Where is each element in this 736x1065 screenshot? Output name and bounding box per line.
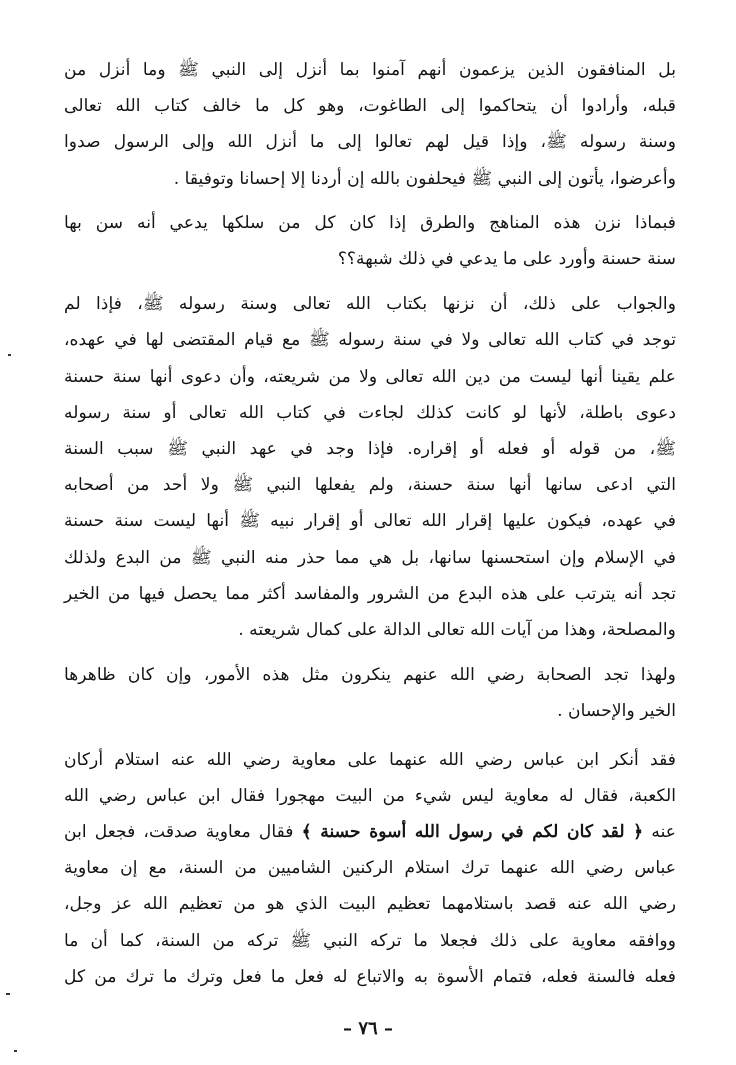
text-line: فبماذا نزن هذه المناهج والطرق إذا كان كل من سلكها يدعي أنه سن بها xyxy=(64,212,676,233)
text-line: فعله فالسنة فعله، فتمام الأسوة به والاتباع له فعل ما فعل وترك ما ترك من كل xyxy=(64,966,676,987)
text-line: رضي الله عنه قصد باستلامهما تعظيم البيت الذي هو من تعظيم الله عز وجل، xyxy=(64,894,676,915)
scan-edge-mark xyxy=(8,354,11,356)
text-line: الكعبة، فقال له معاوية ليس شيء من البيت مهجورا فقال ابن عباس رضي الله xyxy=(64,785,676,806)
text-line: والجواب على ذلك، أن نزنها بكتاب الله تعالى وسنة رسوله ﷺ، فإذا لم xyxy=(64,294,676,315)
scan-edge-mark xyxy=(14,1050,17,1052)
text-line: ووافقه معاوية على ذلك فجعلا ما تركه النبي ﷺ تركه من السنة، كما أن ما xyxy=(64,930,676,951)
text-line: ﷺ، من قوله أو فعله أو إقراره. فإذا وجد في عهد النبي ﷺ سبب السنة xyxy=(64,439,676,460)
text-line: وسنة رسوله ﷺ، وإذا قيل لهم تعالوا إلى ما أنزل الله وإلى الرسول صدوا xyxy=(64,132,676,153)
paragraph-companions xyxy=(64,657,676,729)
page-number: – ٧٦ – xyxy=(343,1018,393,1039)
text-line: والمصلحة، وهذا من آيات الله تعالى الدالة على كمال شريعته . xyxy=(238,620,676,641)
page-body xyxy=(64,52,676,995)
text-line: علم يقينا أنها ليست من دين الله تعالى ولا من شريعته، وأن دعوى أنها سنة حسنة xyxy=(64,366,676,387)
text-line: سنة حسنة وأورد على ما يدعي في ذلك شبهة؟؟ xyxy=(337,249,676,270)
text-line: التي ادعى سانها أنها سنة حسنة، ولم يفعلها النبي ﷺ ولا أحد من أصحابه xyxy=(64,475,676,496)
text-line: وأعرضوا، يأتون إلى النبي ﷺ فيحلفون بالله إن أردنا إلا إحسانا وتوفيقا . xyxy=(173,168,676,189)
text-line: في عهده، فيكون عليها إقرار الله تعالى أو إقرار نبيه ﷺ أنها ليست سنة حسنة xyxy=(64,511,676,532)
paragraph-answer xyxy=(64,286,676,648)
text-line-with-quote xyxy=(64,814,676,850)
text-fragment: عنه xyxy=(651,822,677,843)
quran-verse-quote: ﴿ لقد كان لكم في رسول الله أسوة حسنة ﴾ xyxy=(301,822,644,843)
text-line: توجد في كتاب الله تعالى ولا في سنة رسوله ﷺ مع قيام المقتضى لها في عهده، xyxy=(64,330,676,351)
text-line: فقد أنكر ابن عباس رضي الله عنهما على معاوية رضي الله عنه استلام أركان xyxy=(64,749,676,770)
text-line: قبله، وأرادوا أن يتحاكموا إلى الطاغوت، وهو كل ما خالف كتاب الله تعالى xyxy=(64,96,676,117)
text-line: دعوى باطلة، لأنها لو كانت كذلك لجاءت في كتاب الله تعالى أو سنة رسوله xyxy=(64,402,676,423)
text-line: بل المنافقون الذين يزعمون أنهم آمنوا بما أنزل إلى النبي ﷺ وما أنزل من xyxy=(64,60,676,80)
text-line: في الإسلام وإن استحسنها سانها، بل هي مما حذر منه النبي ﷺ من البدع ولذلك xyxy=(64,547,676,568)
text-line: الخير والإحسان . xyxy=(557,701,676,722)
text-line: تجد أنه يترتب على هذه البدع من الشرور والمفاسد أكثر مما يحصل فيها من الخير xyxy=(64,583,676,604)
scan-edge-mark xyxy=(6,993,10,995)
text-line: عباس رضي الله عنهما ترك استلام الركنين الشاميين من السنة، مع إن معاوية xyxy=(64,858,676,879)
text-line: ولهذا تجد الصحابة رضي الله عنهم ينكرون مثل هذه الأمور، وإن كان ظاهرها xyxy=(64,665,676,686)
paragraph-ibn-abbas xyxy=(64,742,676,995)
paragraph-question xyxy=(64,205,676,277)
text-fragment: فقال معاوية صدقت، فجعل ابن xyxy=(64,822,294,843)
paragraph-hypocrites xyxy=(64,52,676,197)
